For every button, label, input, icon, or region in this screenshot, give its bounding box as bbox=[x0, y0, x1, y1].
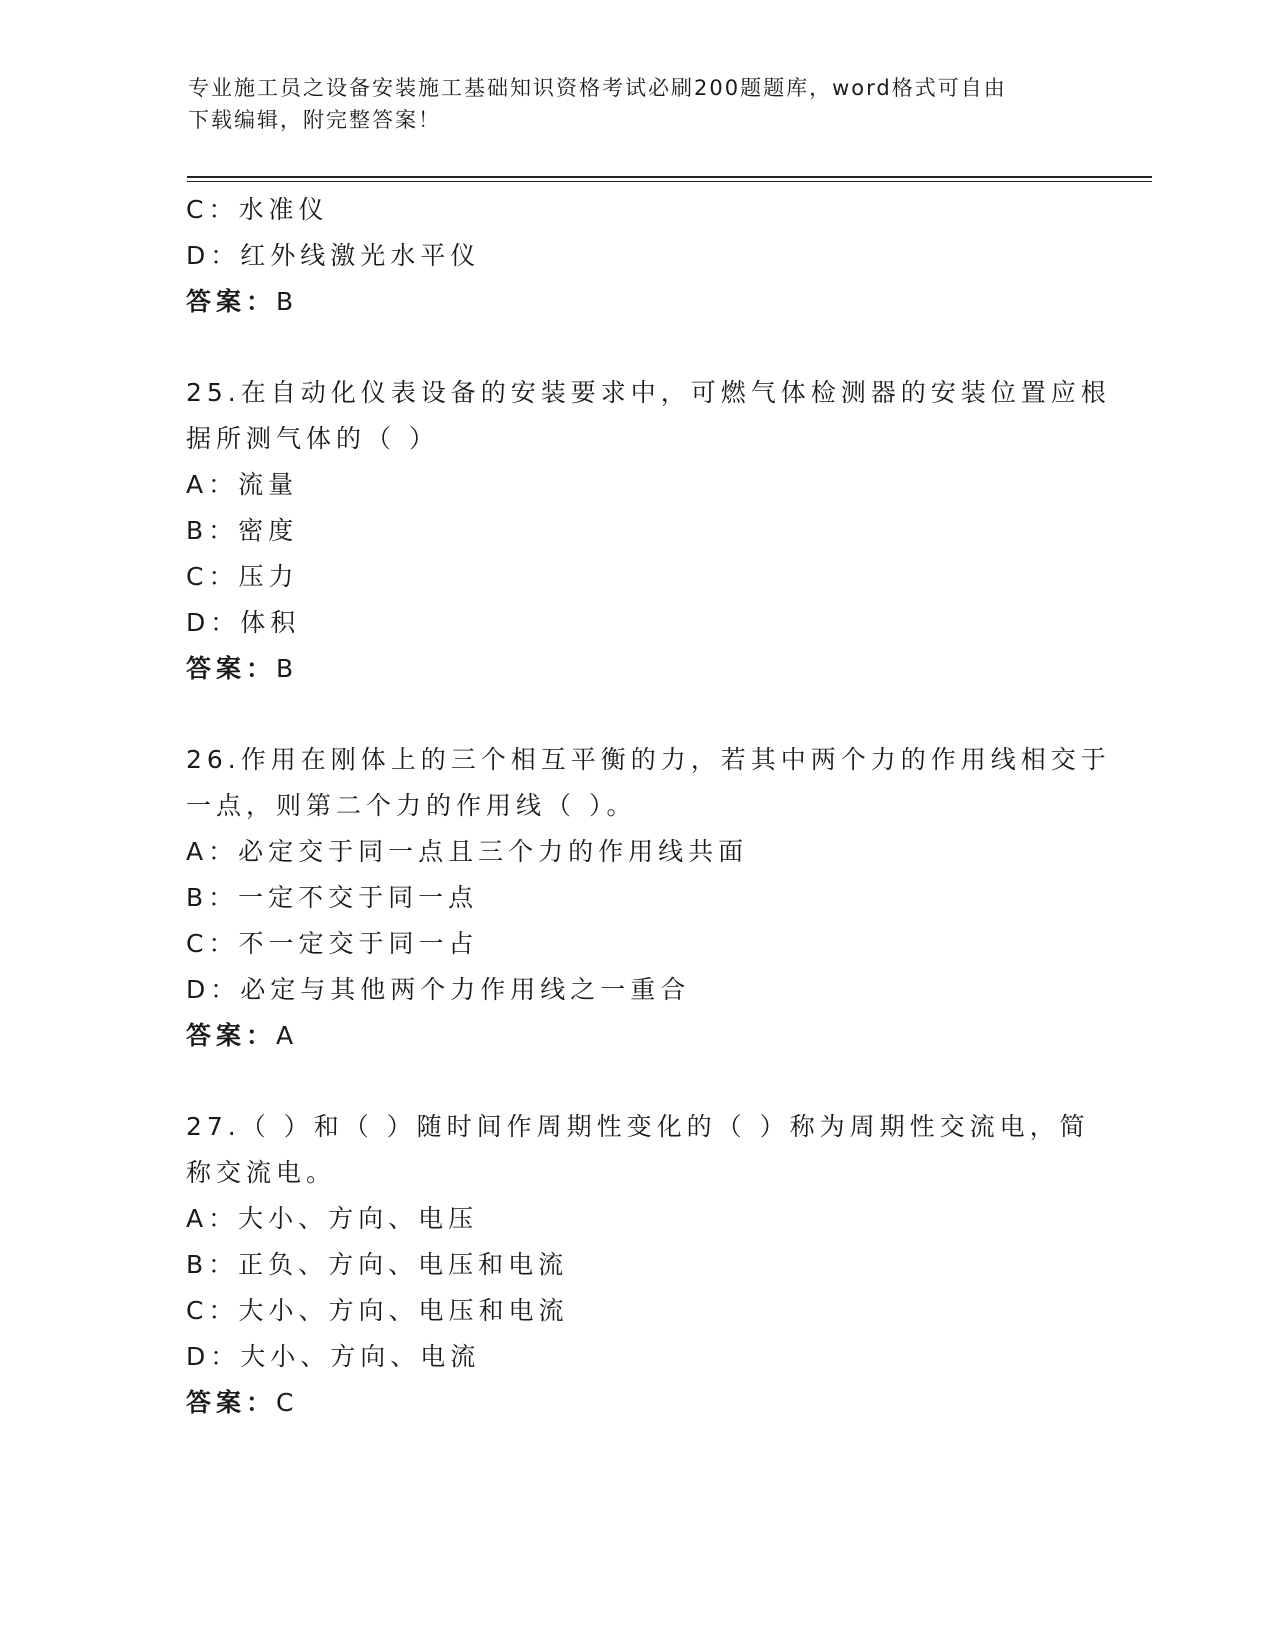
option-label: C： bbox=[186, 195, 239, 224]
option-a bbox=[186, 829, 1086, 875]
option-label: A： bbox=[186, 1204, 239, 1233]
header-divider-thin bbox=[187, 181, 1152, 182]
answer-label: 答案： bbox=[186, 287, 277, 316]
question-stem-line-2: 称交流电。 bbox=[186, 1158, 337, 1187]
option-text: 正负、方向、电压和电流 bbox=[238, 1250, 569, 1279]
option-text: 大小、方向、电压和电流 bbox=[238, 1296, 569, 1325]
option-text: 大小、方向、电流 bbox=[240, 1342, 481, 1371]
answer-line bbox=[186, 1013, 1086, 1059]
answer-label: 答案： bbox=[186, 654, 277, 683]
answer-value: B bbox=[276, 654, 299, 683]
question-25 bbox=[186, 370, 1111, 692]
option-c bbox=[186, 921, 1086, 967]
answer-line bbox=[186, 1380, 1086, 1426]
option-label: A： bbox=[186, 470, 239, 499]
option-b bbox=[186, 875, 1086, 921]
option-text: 密度 bbox=[238, 516, 299, 545]
option-d bbox=[186, 233, 1086, 279]
header-title-line-2: 下载编辑，附完整答案！ bbox=[188, 108, 441, 132]
option-text: 压力 bbox=[238, 562, 299, 591]
option-text: 水准仪 bbox=[238, 195, 329, 224]
question-26 bbox=[186, 737, 1111, 1059]
option-label: D： bbox=[186, 975, 241, 1004]
option-label: D： bbox=[186, 1342, 241, 1371]
option-text: 必定交于同一点且三个力的作用线共面 bbox=[238, 837, 749, 866]
option-a bbox=[186, 462, 1086, 508]
option-text: 不一定交于同一占 bbox=[238, 929, 479, 958]
option-a bbox=[186, 1196, 1086, 1242]
question-27 bbox=[186, 1104, 1090, 1426]
option-label: D： bbox=[186, 241, 241, 270]
option-label: C： bbox=[186, 1296, 239, 1325]
answer-label: 答案： bbox=[186, 1021, 277, 1050]
option-c bbox=[186, 187, 1086, 233]
question-gap bbox=[186, 1059, 1086, 1104]
option-label: C： bbox=[186, 562, 239, 591]
question-stem-line-1: 27.（ ）和（ ）随时间作周期性变化的（ ）称为周期性交流电，简 bbox=[186, 1112, 1090, 1141]
option-text: 体积 bbox=[240, 608, 301, 637]
question-continued bbox=[186, 187, 1086, 325]
option-label: D： bbox=[186, 608, 241, 637]
answer-line bbox=[186, 646, 1086, 692]
option-text: 必定与其他两个力作用线之一重合 bbox=[240, 975, 691, 1004]
option-c bbox=[186, 554, 1086, 600]
answer-line bbox=[186, 279, 1086, 325]
option-d bbox=[186, 967, 1086, 1013]
header-title-line-1: 专业施工员之设备安装施工基础知识资格考试必刷200题题库，word格式可自由 bbox=[188, 76, 1007, 100]
option-d bbox=[186, 1334, 1086, 1380]
answer-value: C bbox=[276, 1388, 299, 1417]
question-stem-line-1: 25.在自动化仪表设备的安装要求中，可燃气体检测器的安装位置应根 bbox=[186, 378, 1111, 407]
header-divider-thick bbox=[187, 176, 1152, 178]
answer-value: A bbox=[276, 1021, 299, 1050]
question-stem-line-1: 26.作用在刚体上的三个相互平衡的力，若其中两个力的作用线相交于 bbox=[186, 745, 1111, 774]
option-label: B： bbox=[186, 1250, 239, 1279]
option-b bbox=[186, 1242, 1086, 1288]
question-stem-line-2: 一点，则第二个力的作用线（ ）。 bbox=[186, 791, 637, 820]
option-text: 一定不交于同一点 bbox=[238, 883, 479, 912]
option-label: B： bbox=[186, 516, 239, 545]
question-gap bbox=[186, 325, 1086, 370]
option-text: 红外线激光水平仪 bbox=[240, 241, 481, 270]
question-list bbox=[186, 187, 1111, 1426]
answer-label: 答案： bbox=[186, 1388, 277, 1417]
option-text: 流量 bbox=[238, 470, 299, 499]
option-c bbox=[186, 1288, 1086, 1334]
option-text: 大小、方向、电压 bbox=[238, 1204, 479, 1233]
answer-value: B bbox=[276, 287, 299, 316]
question-gap bbox=[186, 692, 1086, 737]
option-d bbox=[186, 600, 1086, 646]
option-label: A： bbox=[186, 837, 239, 866]
option-b bbox=[186, 508, 1086, 554]
option-label: B： bbox=[186, 883, 239, 912]
option-label: C： bbox=[186, 929, 239, 958]
page-header bbox=[188, 72, 1068, 136]
question-stem-line-2: 据所测气体的（ ） bbox=[186, 424, 439, 453]
